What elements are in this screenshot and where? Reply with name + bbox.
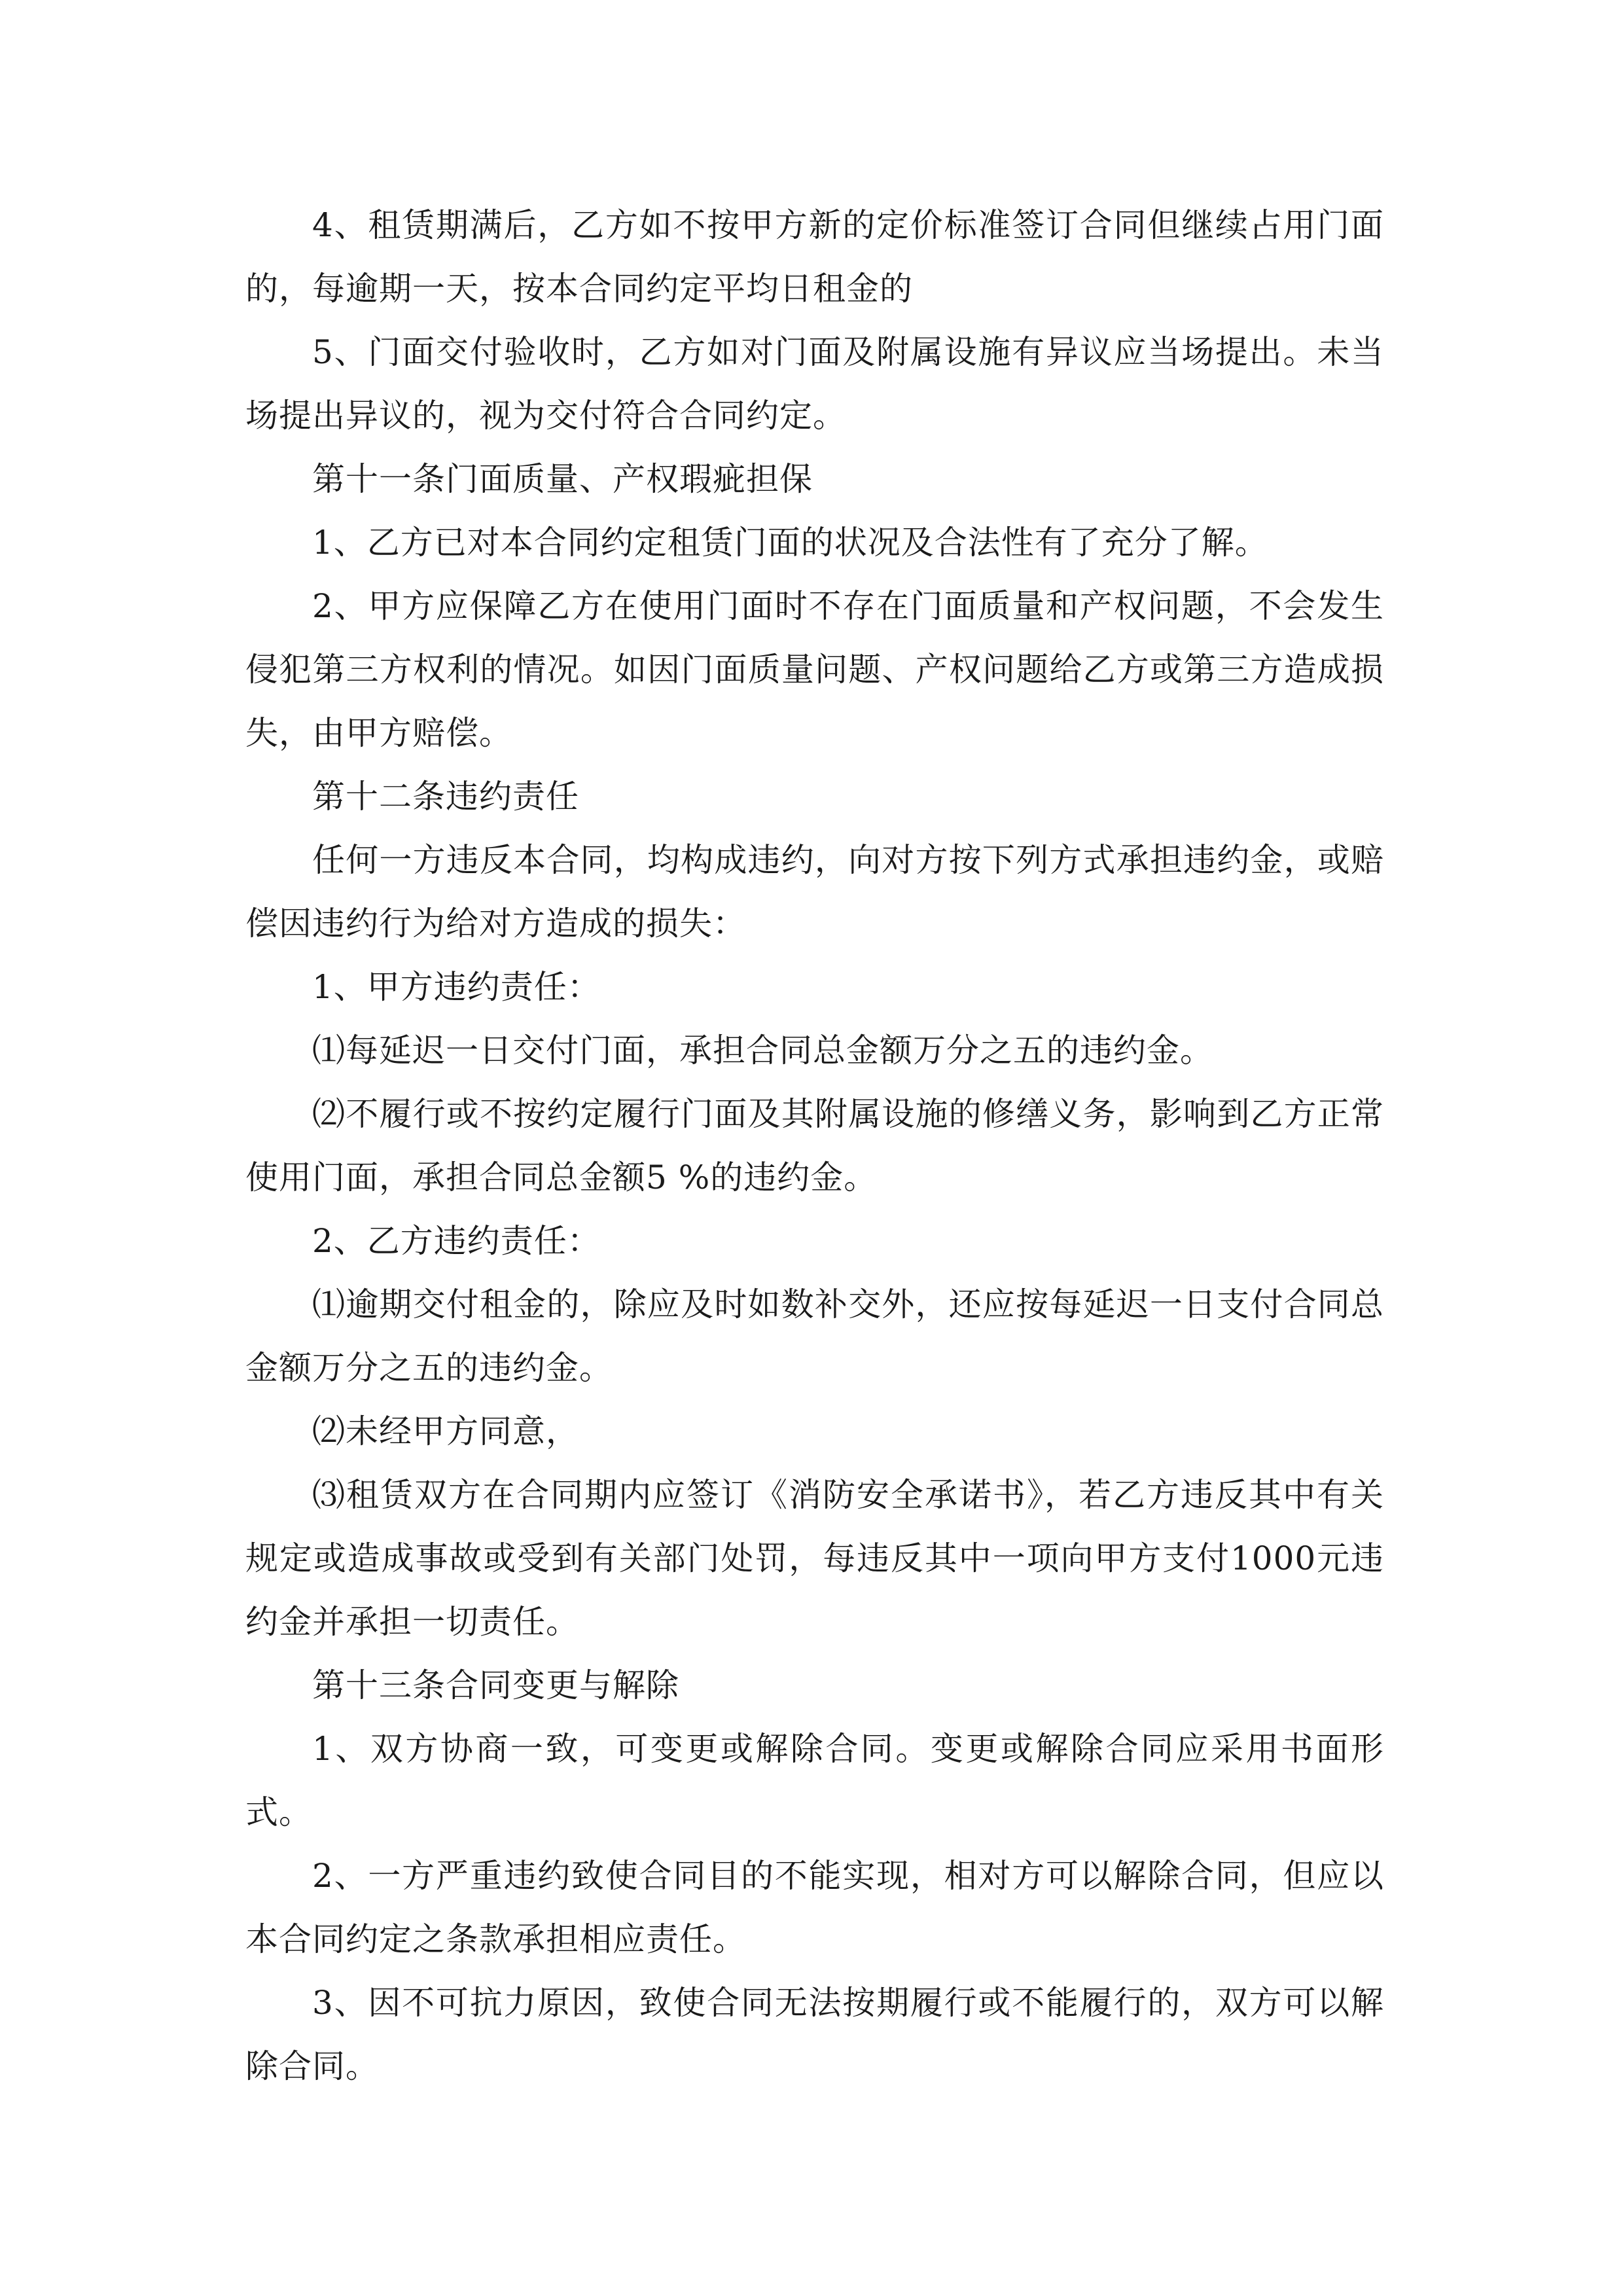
section-heading-article-12: 第十二条违约责任 (312, 778, 579, 816)
paragraph-article-13-item-1: 1、双方协商一致，可变更或解除合同。变更或解除合同应采用书面形式。 (245, 1730, 1384, 1831)
paragraph-party-a-item-1: ⑴每延迟一日交付门面，承担合同总金额万分之五的违约金。 (312, 1031, 1213, 1069)
paragraph-article-12-intro: 任何一方违反本合同，均构成违约，向对方按下列方式承担违约金，或赔偿因违约行为给对方造成的损失： (245, 841, 1384, 942)
paragraph-party-a-item-2: ⑵不履行或不按约定履行门面及其附属设施的修缮义务，影响到乙方正常使用门面，承担合同总金额5 %的违约金。 (245, 1095, 1384, 1196)
paragraph-party-b-item-3: ⑶租赁双方在合同期内应签订《消防安全承诺书》，若乙方违反其中有关规定或造成事故或受到有关部门处罚，每违反其中一项向甲方支付1000元违约金并承担一切责任。 (245, 1476, 1384, 1641)
paragraph-party-b-item-2: ⑵未经甲方同意， (312, 1412, 579, 1450)
section-heading-article-13: 第十三条合同变更与解除 (312, 1666, 679, 1704)
document-body (245, 194, 1384, 2098)
paragraph-party-b-item-1: ⑴逾期交付租金的，除应及时如数补交外，还应按每延迟一日支付合同总金额万分之五的违约金。 (245, 1285, 1384, 1387)
paragraph-article-13-item-3: 3、因不可抗力原因，致使合同无法按期履行或不能履行的，双方可以解除合同。 (245, 1984, 1384, 2085)
paragraph-article-11-item-2: 2、甲方应保障乙方在使用门面时不存在门面质量和产权问题，不会发生侵犯第三方权利的情况。如因门面质量问题、产权问题给乙方或第三方造成损失，由甲方赔偿。 (245, 587, 1384, 752)
paragraph-article-11-item-1: 1、乙方已对本合同约定租赁门面的状况及合法性有了充分了解。 (312, 524, 1268, 562)
subheading-party-a-liability: 1、甲方违约责任： (312, 968, 601, 1006)
paragraph-article-13-item-2: 2、一方严重违约致使合同目的不能实现，相对方可以解除合同，但应以本合同约定之条款承担相应责任。 (245, 1857, 1384, 1958)
paragraph-clause-4-expiry: 4、租赁期满后，乙方如不按甲方新的定价标准签订合同但继续占用门面的，每逾期一天，按本合同约定平均日租金的 (245, 206, 1384, 308)
subheading-party-b-liability: 2、乙方违约责任： (312, 1222, 601, 1260)
paragraph-clause-5-acceptance: 5、门面交付验收时，乙方如对门面及附属设施有异议应当场提出。未当场提出异议的，视为交付符合合同约定。 (245, 333, 1384, 435)
section-heading-article-11: 第十一条门面质量、产权瑕疵担保 (312, 460, 813, 498)
